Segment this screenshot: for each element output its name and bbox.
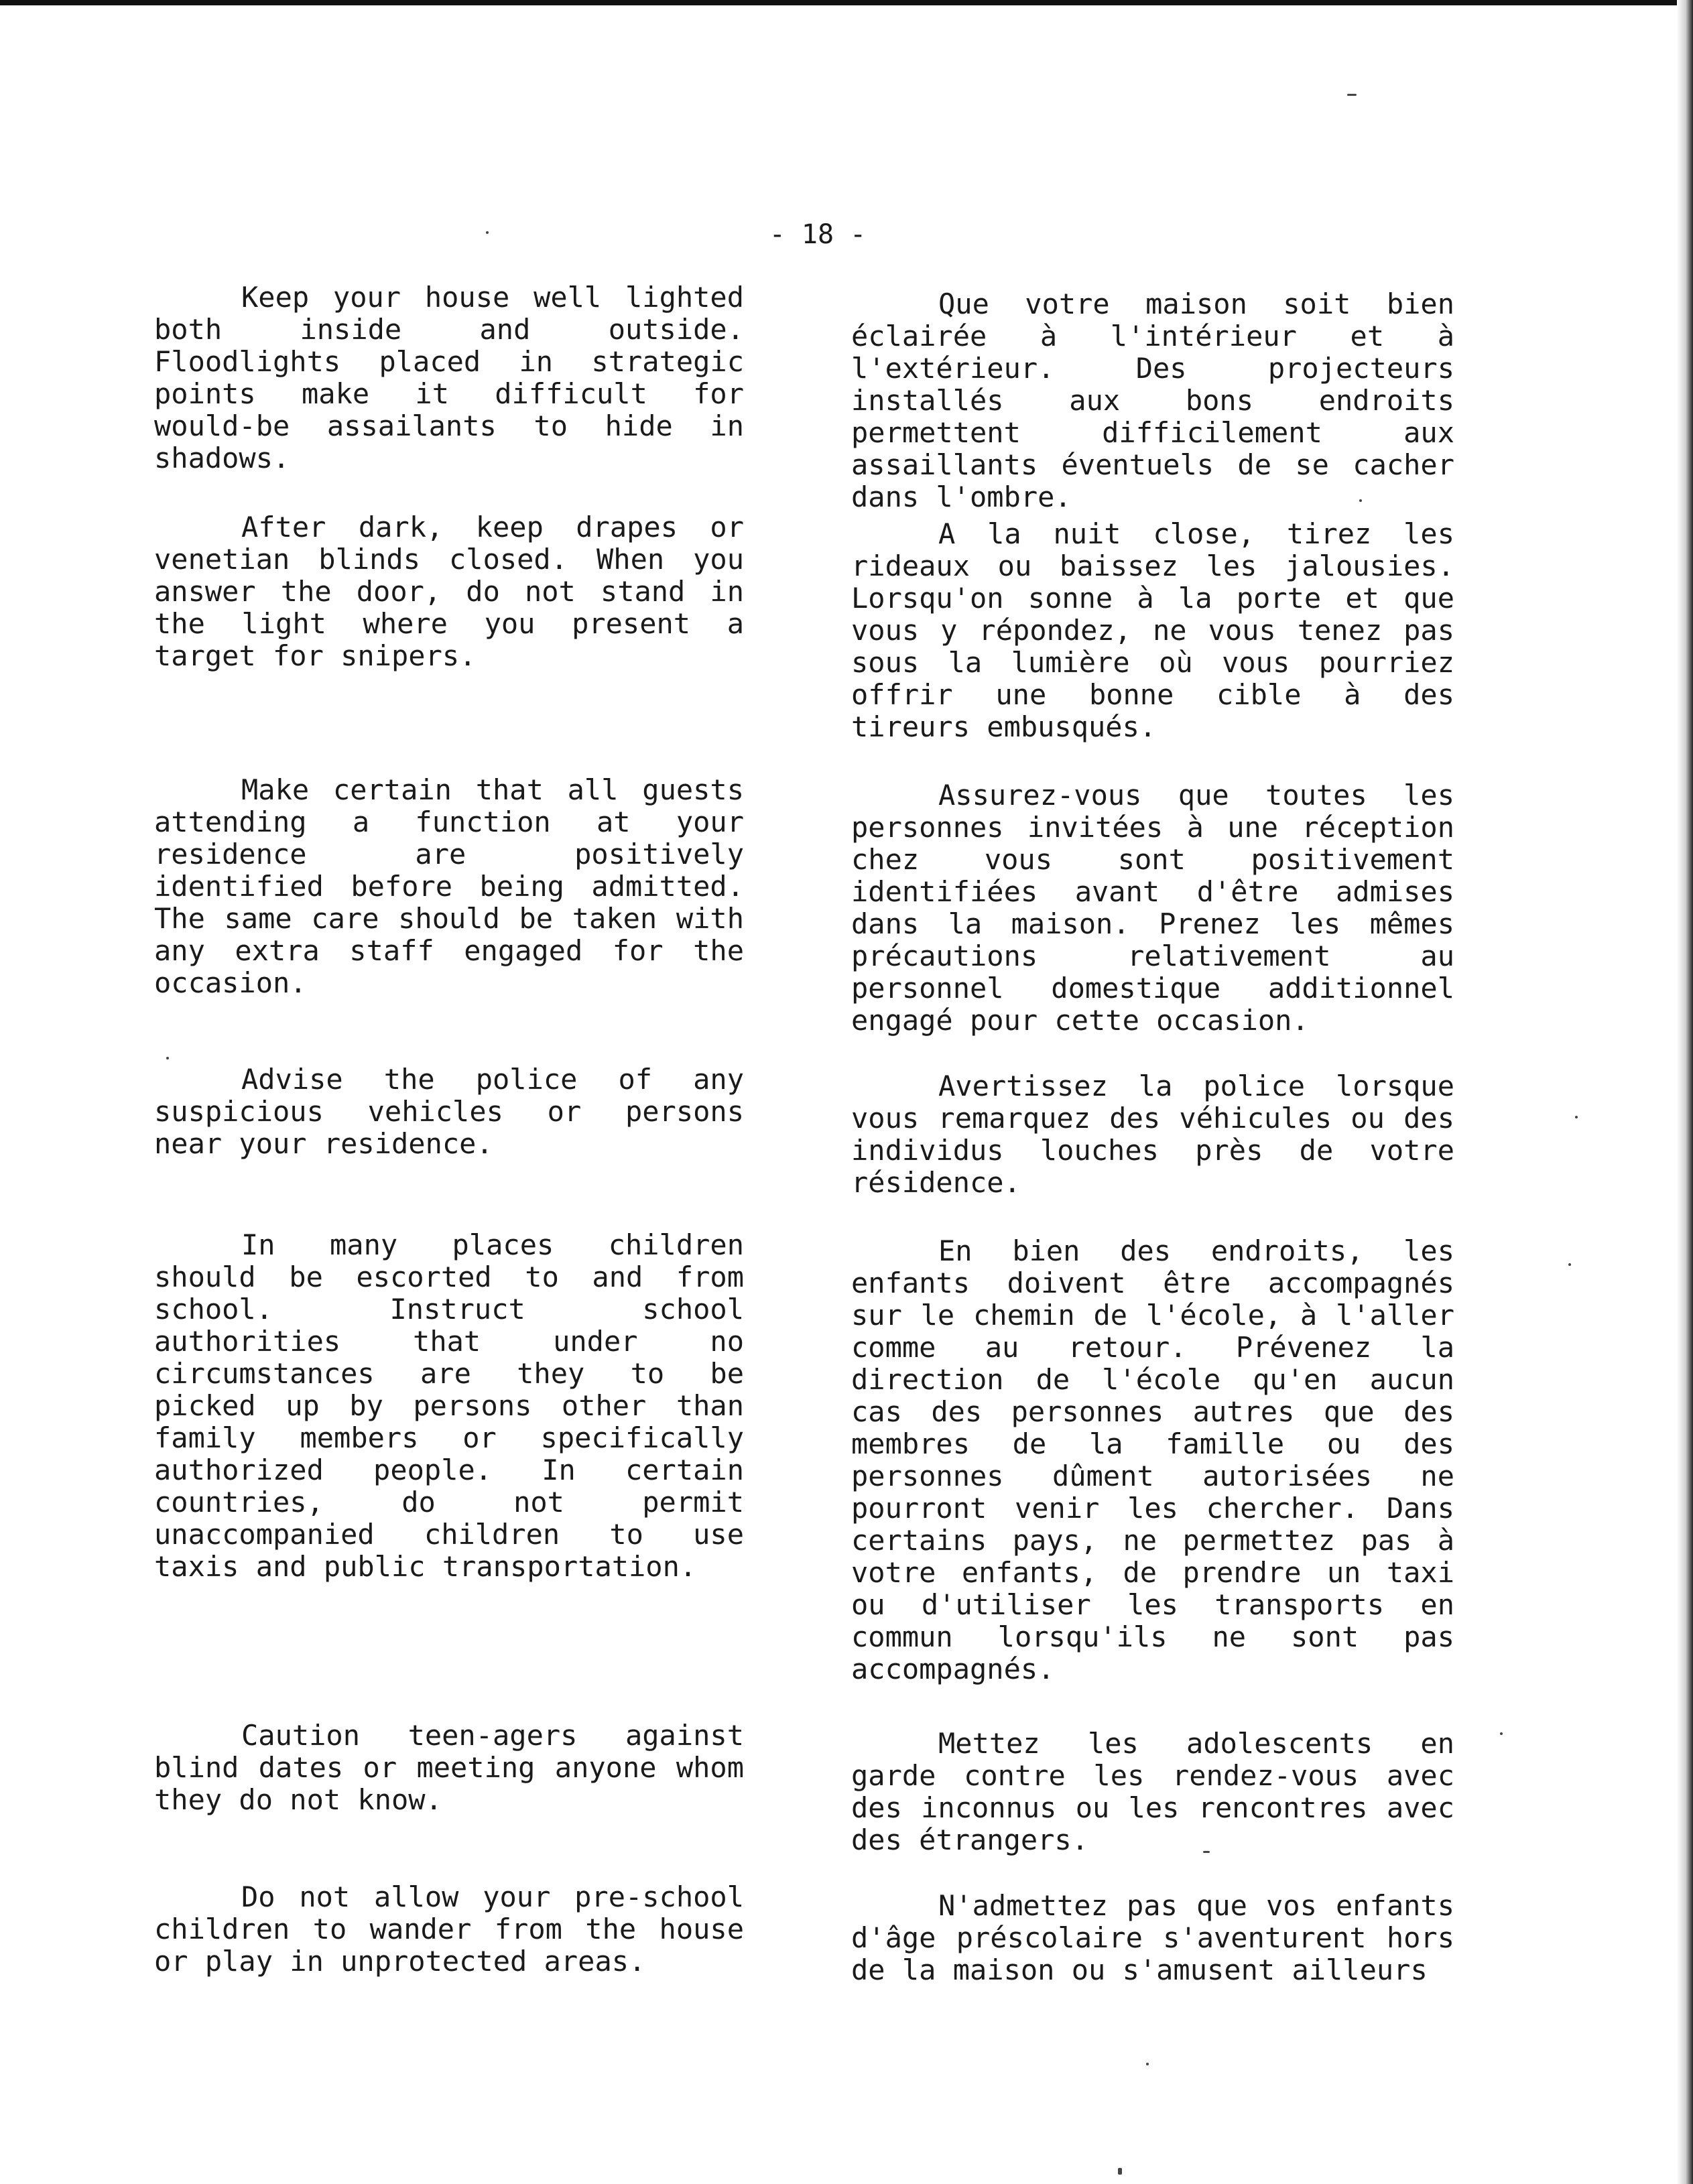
scan-speck (1146, 2063, 1149, 2065)
page-number: - 18 - (769, 219, 867, 250)
french-paragraph-police: Avertissez la police lorsque vous remarquez des véhicules ou des individus louches près de votre résidence. (851, 1070, 1454, 1199)
english-paragraph-children-school: In many places children should be escorted to and from school. Instruct school authorities that under no circumstances are they to be picked up by persons other than family members or specifically authorized people. In certain countries, do not permit unaccompanied children to use taxis and public transportation. (154, 1228, 744, 1583)
french-paragraph-lighting: Que votre maison soit bien éclairée à l'intérieur et à l'extérieur. Des projecteurs installés aux bons endroits permettent difficilement aux assaillants éventuels de se cacher dans l'ombre. (851, 287, 1454, 513)
french-paragraph-teenagers: Mettez les adolescents en garde contre les rendez-vous avec des inconnus ou les rencontres avec des étrangers. (851, 1727, 1454, 1856)
french-paragraph-pre-school: N'admettez pas que vos enfants d'âge préscolaire s'aventurent hors de la maison ou s'amusent ailleurs (851, 1889, 1454, 1986)
scan-speck (1347, 94, 1357, 96)
english-paragraph-teenagers: Caution teen-agers against blind dates or meeting anyone whom they do not know. (154, 1719, 744, 1816)
scan-right-edge (1677, 0, 1693, 2184)
english-paragraph-guests: Make certain that all guests attending a function at your residence are positively identified before being admitted. The same care should be taken with any extra staff engaged for the occasion. (154, 773, 744, 999)
english-paragraph-after-dark: After dark, keep drapes or venetian blinds closed. When you answer the door, do not stand in the light where you present a target for snipers. (154, 511, 744, 672)
french-paragraph-children-school: En bien des endroits, les enfants doivent être accompagnés sur le chemin de l'école, à l'aller comme au retour. Prévenez la direction de l'école qu'en aucun cas des personnes autres que des membres de la famille ou des personnes dûment autorisées ne pourront venir les chercher. Dans certains pays, ne permettez pas à votre enfants, de prendre un taxi ou d'utiliser les transports en commun lorsqu'ils ne sont pas accompagnés. (851, 1234, 1454, 1685)
scan-speck (486, 231, 489, 234)
scan-speck (1203, 1851, 1210, 1853)
english-paragraph-police: Advise the police of any suspicious vehicles or persons near your residence. (154, 1063, 744, 1160)
scan-speck (1575, 1116, 1578, 1118)
scan-top-edge (0, 0, 1693, 5)
english-paragraph-lighting: Keep your house well lighted both inside and outside. Floodlights placed in strategic points make it difficult for would-be assailants to hide in shadows. (154, 281, 744, 474)
scan-speck (1118, 2168, 1122, 2175)
english-paragraph-pre-school: Do not allow your pre-school children to wander from the house or play in unprotected areas. (154, 1880, 744, 1978)
scan-speck (1359, 499, 1362, 502)
french-paragraph-after-dark: A la nuit close, tirez les rideaux ou baissez les jalousies. Lorsqu'on sonne à la porte et que vous y répondez, ne vous tenez pas sous la lumière où vous pourriez offrir une bonne cible à des tireurs embusqués. (851, 517, 1454, 743)
french-paragraph-guests: Assurez-vous que toutes les personnes invitées à une réception chez vous sont positivement identifiées avant d'être admises dans la maison. Prenez les mêmes précautions relativement au personnel domestique additionnel engagé pour cette occasion. (851, 779, 1454, 1037)
scan-speck (1568, 1263, 1571, 1266)
scan-speck (166, 1057, 169, 1059)
scan-speck (1500, 1732, 1503, 1735)
